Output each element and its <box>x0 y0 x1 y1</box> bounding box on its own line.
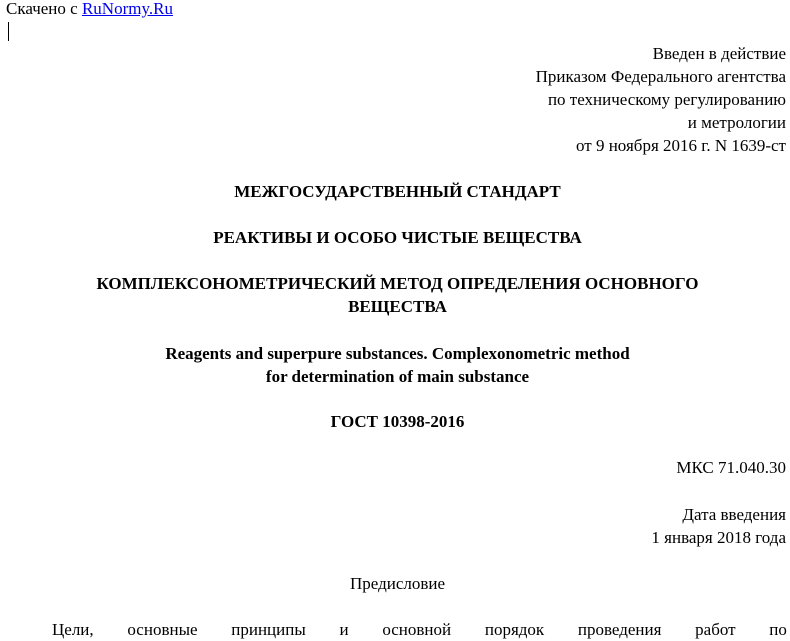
standard-type: МЕЖГОСУДАРСТВЕННЫЙ СТАНДАРТ <box>234 182 561 201</box>
source-line <box>6 0 173 20</box>
introduced-line: по техническому регулированию <box>547 90 786 109</box>
effective-date-block <box>651 503 786 549</box>
text-cursor <box>8 22 9 41</box>
preface-heading: Предисловие <box>349 574 446 593</box>
introduced-line: и метрологии <box>687 113 786 132</box>
preface-word: принципы <box>231 620 306 639</box>
introduced-line: от 9 ноября 2016 г. N 1639-ст <box>576 136 786 155</box>
mks-code-text: МКС 71.040.30 <box>676 458 786 477</box>
preface-word: порядок <box>484 620 545 639</box>
english-title-line-1: Reagents and superpure substances. Complexonometric method <box>165 344 630 363</box>
preface-word: проведения <box>577 620 662 639</box>
english-title-line-2: for determination of main substance <box>265 367 530 386</box>
preface-word: основной <box>382 620 452 639</box>
standard-subtitle-line-1: КОМПЛЕКСОНОМЕТРИЧЕСКИЙ МЕТОД ОПРЕДЕЛЕНИЯ ОСНОВНОГО <box>96 274 699 293</box>
preface-word: и <box>339 620 349 639</box>
standard-subtitle-line-2: ВЕЩЕСТВА <box>348 297 447 316</box>
preface-word: основные <box>127 620 198 639</box>
preface-word: работ <box>695 620 736 639</box>
introduced-block <box>536 42 786 157</box>
preface-first-line <box>52 618 787 641</box>
standard-code: ГОСТ 10398-2016 <box>330 412 465 431</box>
introduced-line: Приказом Федерального агентства <box>535 67 786 86</box>
effective-date-label: Дата введения <box>682 505 786 524</box>
mks-code <box>676 456 786 479</box>
introduced-line: Введен в действие <box>652 44 786 63</box>
source-link[interactable]: RuNormy.Ru <box>81 0 173 18</box>
preface-word: Цели, <box>52 620 94 639</box>
standard-title: РЕАКТИВЫ И ОСОБО ЧИСТЫЕ ВЕЩЕСТВА <box>213 228 582 247</box>
preface-word: по <box>769 620 787 639</box>
effective-date-value: 1 января 2018 года <box>651 528 786 547</box>
source-prefix: Скачено с <box>6 0 82 18</box>
